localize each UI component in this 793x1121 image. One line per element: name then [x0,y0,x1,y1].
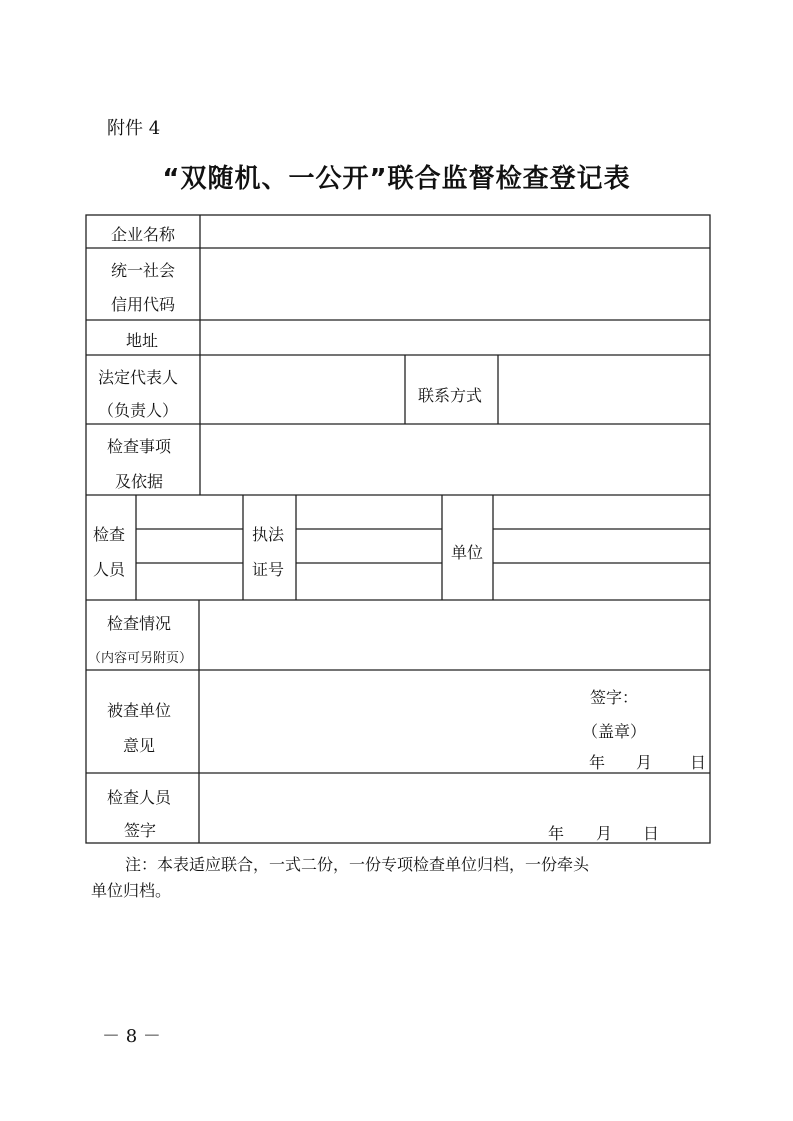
date-day: 日 [690,753,707,772]
label-situation-note: （内容可另附页） [88,651,193,666]
label-opinion-1: 被查单位 [107,701,172,720]
inspector-date-day: 日 [643,824,660,843]
page-number: － 8 － [102,1026,161,1047]
attachment-label: 附件 4 [107,118,161,139]
label-address: 地址 [126,331,159,350]
date-month: 月 [636,753,653,772]
label-situation: 检查情况 [107,614,172,633]
inspector-date-month: 月 [596,824,613,843]
label-inspector-sign-1: 检查人员 [107,788,172,807]
footer-note-line2: 单位归档。 [91,881,172,900]
label-unit: 单位 [451,543,484,562]
inspector-date-year: 年 [548,824,565,843]
label-inspector-sign-2: 签字 [124,821,157,840]
label-items-1: 检查事项 [107,437,172,456]
label-sign: 签字： [590,688,639,707]
label-credit-code-2: 信用代码 [111,295,176,314]
label-license-2: 证号 [252,560,285,579]
label-inspectors-1: 检查 [93,525,126,544]
label-items-2: 及依据 [115,472,164,491]
footer-note-line1: 注：本表适应联合，一式二份，一份专项检查单位归档，一份牵头 [125,855,590,874]
label-opinion-2: 意见 [123,736,156,755]
label-credit-code-1: 统一社会 [111,261,176,280]
label-seal: （盖章） [582,722,647,741]
date-year: 年 [589,753,606,772]
label-company-name: 企业名称 [111,225,176,244]
label-legal-rep-1: 法定代表人 [98,368,179,387]
label-license-1: 执法 [252,525,285,544]
label-legal-rep-2: （负责人） [98,401,179,420]
label-inspectors-2: 人员 [93,560,126,579]
label-contact: 联系方式 [418,386,483,405]
page-title: “双随机、一公开”联合监督检查登记表 [162,164,631,194]
